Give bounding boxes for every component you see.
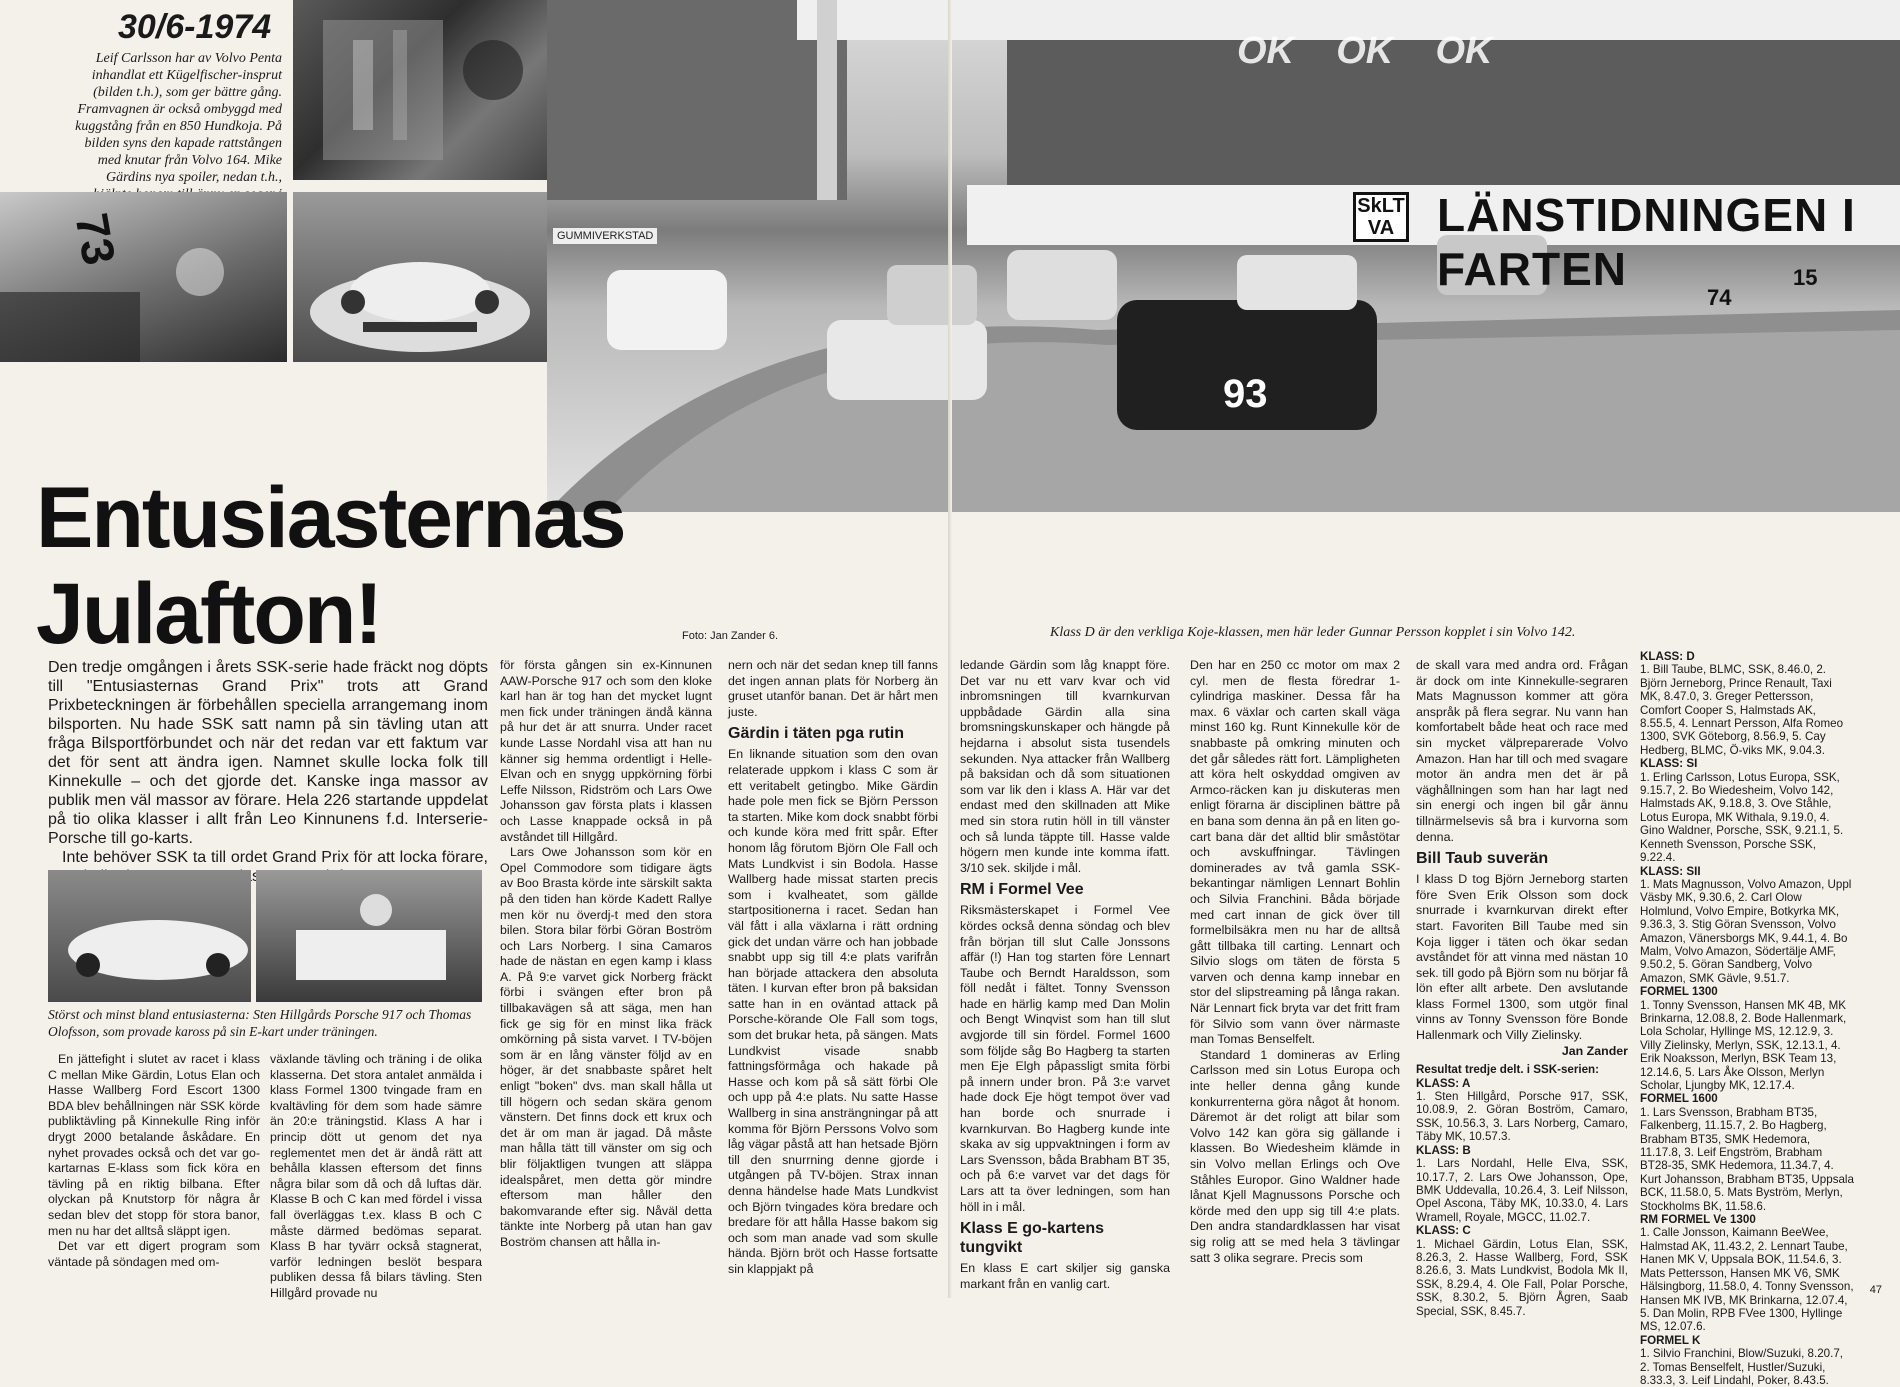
col2-paragraph-1: för första gången sin ex-Kinnunen AAW-Porsche 917 och som den kloke karl han är tog han det mycket lugnt men fick under träningen ändå känna på hur det är att snurra. Under racet kunde Lasse Nordahl visa att han nu känner sig hemma ordentligt i Helle-Elvan och en snygg uppkörning förbi Leffe Nilsson, Ridström och Lars Owe Johansson gav första plats i klassen och Lasse knappade också in på avståndet till Hillgård.: [500, 658, 712, 844]
results-heading: Resultat tredje delt. i SSK-serien:: [1416, 1063, 1599, 1077]
race-number-93: 93: [1223, 372, 1268, 416]
column-2-upper: [500, 658, 712, 1251]
engine-illustration: [293, 0, 547, 180]
results-entry: 1. Erling Carlsson, Lotus Europa, SSK, 9.15.7, 2. Bo Wiedesheim, Volvo 142, Halmstads AK, 9.18.8, 3. Ove Ståhle, Lotus Europa, MK Withala, 9.19.0, 4. Gino Waldner, Porsche, SSK, 9.21.1, 5. Kenneth Svensson, Porsche SSK, 9.22.4.: [1640, 770, 1844, 865]
results-class: KLASS: B: [1416, 1143, 1471, 1157]
results-entry: 1. Silvio Franchini, Blow/Suzuki, 8.20.7, 2. Tomas Benselfelt, Hustler/Suzuki, 8.33.3, 3. Leif Lindahl, Poker, 8.43.5.: [1640, 1347, 1843, 1387]
results-entry: 1. Mats Magnusson, Volvo Amazon, Uppl Väsby MK, 9.30.6, 2. Carl Olow Holmlund, Volvo Empire, Botkyrka MK, 9.36.3, 3. Stig Göran Svensson, Volvo Amazon, Vänersborgs MK, 9.44.1, 4. Bo Malm, Volvo Amazon, Södertälje AMF, 9.50.2, 5. Göran Sandberg, Volvo Amazon, SMK Gävle, 9.51.7.: [1640, 877, 1852, 985]
results-class: KLASS: D: [1640, 650, 1695, 663]
results-entry: 1. Tonny Svensson, Hansen MK 4B, MK Brinkarna, 12.08.8, 2. Bode Hallenmark, Lola Scholar, Hyllinge MS, 12.12.9, 3. Villy Zielinsky, Merlyn, SSK, 12.13.1, 4. Erik Noaksson, Merlyn, BSK Team 13, 12.14.6, 5. Lars Åke Olsson, Merlyn Scholar, Ljungby MK, 12.17.4.: [1640, 998, 1847, 1092]
col3-paragraph-1: En liknande situation som den ovan relaterade uppkom i klass C som är ett veritabelt getingbo. Mike Gärdin hade pole men fick se Björn Persson ta starten. Mike kom dock snabbt förbi och kunde köra med fritt spår. Efter honom låg förutom Björn Ole Fall och Mats Lundkvist i sin Bodola. Hasse Wallberg hade missat starten precis som i kvalheatet, som gällde startpositionerna i racet. Sedan han väl fått i alla växlarna i rätt ordning gick det undan värre och han jobbade snabbt upp sig till 4:e plats varifrån han började attackera den absoluta täten. I kurvan efter bron på baksidan satte han in en oväntad attack på Porsche-körande Ole Fall som togs, som det brukar heta, på sängen. Mats Lundkvist visade snabb fattningsförmåga och hakade på Hasse och kom på så sätt förbi Ole och upp på 4:e plats. Nu satte Hasse Wallberg in sina ansträngningar på att komma för Björn Perssons Volvo som låg vägar påstå att han hetsade Björn till den snurrning denne gjorde i utgången på TV-böjen. Strax innan denna händelse hade Mats Lundkvist och Björn tvingades köra bredare och bredare för att hålla Hasse bakom sig och som man anade vad som skulle hända. Björn bröt och Hasse fortsatte sin klappjakt på: [728, 747, 938, 1276]
top-photo-caption: Leif Carlsson har av Volvo Penta inhandlat ett Kügelfischer-insprut (bilden t.h.), som ger bättre gång. Framvagnen är också ombyggd med kuggstång från en 850 Hundkoja. På bilden syns den kapade rattstången med knutar från Volvo 164. Mike Gärdins nya spoiler, nedan t.h.,: [75, 51, 282, 185]
col2-paragraph-3: växlande tävling och träning i de olika klasserna. Det stora antalet anmälda i klass Formel 1300 tvingade fram en kvaltävling för dem som hade sämre än 20:e träningstid. Klass A har i princip dött ut genom det nya reglementet men det är ändå rätt att behålla klassen eftersom det finns några bilar som då och då luftas där. Klasse B och C kan med fördel i vissa fall överläggas t.ex. klass B och C måste därmed bedömas separat. Klass B har tyvärr också stagnerat, varför ledningen beslöt bespara publiken dessa få bilars tävling. Sten Hillgård provade nu: [270, 1052, 482, 1300]
overpass-sign: OK OK OK: [1237, 30, 1493, 72]
column-4: [960, 658, 1170, 1292]
results-entry: 1. Calle Jonsson, Kaimann BeeWee, Halmstad AK, 11.43.2, 2. Lennart Taube, Hanen MK V, Uppsala BOK, 11.54.6, 3. Mats Pettersson, Hansen MK V6, SMK Hälsingborg, 11.58.0, 4. Tonny Svensson, Hansen MK IVB, MK Brinkarna, 12.07.4, 5. Dan Molin, RPB FVee 1300, Hyllinge MS, 12.07.6.: [1640, 1226, 1854, 1334]
col2-paragraph-2: Lars Owe Johansson som kör en Opel Commodore som tidigare ägts av Boo Brasta körde inte särskilt sakta på den tiden han körde Kadett Rallye men kör nu överdj-t med den stora bilen. Stora bilar förbi Göran Boström och Lars Norberg. I sina Camaros hade de nästan en egen kamp i klass A. På 9:e varvet gick Norberg fräckt förbi i svängen efter bron på tillbakavägen så att säga, men han fick ge sig för en minst lika fräck omkörning på sista varvet. I TV-böjen som är en lång vänster följd av en höger, är det snabbaste spåret helt enligt "boken" dvs. man skall hålla ut till högern och sedan skära genom vänstern. Det finns dock ett krux och det är om man är jagad. Då måste man hålla tätt till vänster om sig och blir följaktligen tvungen att släppa idealspåret, men detta gör mindre eftersom man håller den bakomvarande efter sig. Nåväl detta tänkte inte Norberg på utan han gav Boström chansen att hålla in-: [500, 845, 712, 1249]
porsche-illustration: [48, 870, 251, 1002]
col4-paragraph-3: En klass E cart skiljer sig ganska markant från en vanlig cart.: [960, 1261, 1170, 1291]
gummi-sign: GUMMIVERKSTAD: [553, 228, 657, 244]
main-photo-caption: Klass D är den verkliga Koje-klassen, men här leder Gunnar Persson kopplet i sin Volvo 142.: [1050, 625, 1576, 640]
pit-illustration: [0, 192, 287, 362]
banner-sign: LÄNSTIDNINGEN I FARTEN: [1437, 189, 1856, 295]
col3-intro: nern och när det sedan knep till fanns det ingen annan plats för Norberg än gruset utanför banan. Det är hårt men juste.: [728, 658, 938, 719]
main-race-photo: [547, 0, 1900, 512]
results-entry: 1. Sten Hillgård, Porsche 917, SSK, 10.08.9, 2. Göran Boström, Camaro, SSK, 10.56.3, 3. Lars Norberg, Camaro, Täby MK, 10.57.3.: [1416, 1090, 1628, 1144]
pit-photo: [0, 192, 287, 362]
lotus-illustration: [293, 192, 547, 362]
date-heading: 30/6-1974: [118, 8, 272, 46]
column-5: [1190, 658, 1400, 1266]
results-class: KLASS: SII: [1640, 864, 1701, 878]
headline-line-2: Julafton!: [36, 566, 382, 662]
col1-paragraph-2: Det var ett digert program som väntade på söndagen med om-: [48, 1239, 260, 1269]
lead-paragraph-2: Inte behöver SSK ta till ordet Grand Prix för att locka förare,: [62, 849, 488, 866]
col6-subheading: Bill Taub suverän: [1416, 850, 1549, 868]
results-entry: 1. Bill Taube, BLMC, SSK, 8.46.0, 2. Björn Jerneborg, Prince Renault, Taxi MK, 8.47.0, 3. Greger Pettersson, Comfort Cooper S, Halmstads AK, 8.55.5, 4. Lennart Persson, Alfa Romeo 1300, SVK Göteborg, 8.56.9, 5. Cay Hedberg, BLMC, Ö-viks MK, 9.04.3.: [1640, 663, 1844, 757]
engine-photo: [293, 0, 547, 180]
col5-paragraph-1: Den har en 250 cc motor om max 2 cyl. men de flesta föredrar 1-cylindriga maskiner. Dessa får ha max. 6 växlar och carten skall väga minst 160 kg. Runt Kinnekulle kör de snabbaste på omkring minuten och det går således rätt fort. Lämpligheten att köra helt oskyddad omgiven av Armco-räcken kan ju diskuteras men enligt förarna är disciplinen bättre på en bana som denna än på en liten go-cart bana där det alltid blir småstötar och avskuffningar. Tävlingen dominerades av två gamla SSK-bekantingar nämligen Lennart Bohlin och Silvia Franchini. Båda började med cart innan de gick över till formelbilsäkra men nu har de alltså gått tillbaka till carting. Lennart och Silvio slogs om täten de första 5 varven och denna kamp innebar en stor del slipstreaming på långa rakan. När Lennart fick bryta var det fritt fram för Silvio som vann över närmaste man Tomas Benselfelt.: [1190, 658, 1400, 1047]
lead-paragraph-1: Den tredje omgången i årets SSK-serie hade fräckt nog döpts till "Entusiasternas Grand Prix" trots att Grand Prixbeteckningen är förbehållen speciella arrangemang inom bilsporten. Nu hade SSK satt namn på sin tävling utan att fråga Bilsportförbundet och när det redan var ett faktum var det för sent att ändra igen. Namnet skulle locka folk till Kinnekulle – och det gjorde det. Kanske inga massor av publik men väl massor av förare. Hela 226 startande uppdelat på tio olika klasser i allt från Leo Kinnunens f.d. Interserie-Porsche till go-karts.: [48, 659, 488, 847]
col3-subheading: Gärdin i täten pga rutin: [728, 725, 905, 743]
results-class: RM FORMEL Ve 1300: [1640, 1213, 1756, 1227]
results-entry: 1. Lars Nordahl, Helle Elva, SSK, 10.17.7, 2. Lars Owe Johansson, Ope, BMK Uddevalla, 10.26.4, 3. Leif Nilsson, Opel Ascona, Täby MK, 10.33.0, 4. Lars Wramell, Royale, MGCC, 11.02.7.: [1416, 1157, 1628, 1224]
race-number-74: 74: [1707, 285, 1732, 310]
results-class: KLASS: C: [1416, 1224, 1471, 1238]
results-class: FORMEL 1300: [1640, 985, 1718, 999]
col6-paragraph-1: de skall vara med andra ord. Frågan är dock om inte Kinnekulle-segraren Mats Magnusson kommer att göra anspråk på flera segrar. Nu vann han komfortabelt både heat och race med sin mycket välpreparerade Volvo Amazon. Han har till och med svagare motor än andra men det är på väghållningen som han har lagt ned sin energi och ingen bil går ännu tillnärmelsevis så bra i kurvorna som denna.: [1416, 658, 1628, 844]
lead-text: [48, 658, 488, 886]
results-class: FORMEL K: [1640, 1333, 1701, 1347]
porsche-917-photo: [48, 870, 251, 1002]
headline-line-1: Entusiasternas: [36, 470, 625, 566]
col1-paragraph-1: En jättefight i slutet av racet i klass C mellan Mike Gärdin, Lotus Elan och Hasse Wallberg Ford Escort 1300 BDA blev behållningen när SSK körde publiktävling på Kinnekulle Ring inför drygt 2000 betalande åskådare. En nyhet provades också och det var go-kartarnas E-klass som fick köra en tävling på en riktig bilbana. Efter olyckan på Knutstorp för några år sedan blev det stopp för stora banor, men nu har det alltså släppt igen.: [48, 1052, 260, 1238]
sklt-badge: SkLT VA: [1353, 192, 1409, 242]
col4-paragraph-2: Riksmästerskapet i Formel Vee kördes också denna söndag och blev från början till slut Calle Jonssons affär (!) Han tog starten före Lennart Taube och Berndt Haraldsson, som föll nedåt i fältet. Tonny Svensson hade en härlig kamp med Dan Molin och Bengt Winqvist som han till slut avgjorde till sin fördel. Formel 1600 som följde såg Bo Hagberg ta starten men Eje Elgh påpassligt smita förbi på innern under bron. På 3:e varvet hade dock Eje högt tempot över vad han borde och snurrade i kvarnkurvan. Bo Hagberg kunde inte skaka av sig uppvaktningen i form av Lars Svensson, båda Brabham BT 35, och på 6:e varvet var det dags för Lars att ta över ledningen, som han höll in i mål.: [960, 903, 1170, 1214]
results-entry: 1. Michael Gärdin, Lotus Elan, SSK, 8.26.3, 2. Hasse Wallberg, Ford, SSK 8.26.6, 3. Mats Lundkvist, Bodola Mk II, SSK, 8.29.4, 4. Ole Fall, Polar Porsche, SSK, 8.30.2, 5. Björn Ågren, Saab Special, SSK, 8.45.7.: [1416, 1237, 1628, 1318]
kart-illustration: [256, 870, 482, 1002]
author-signature: Jan Zander: [1561, 1043, 1628, 1058]
results-class: KLASS: SI: [1640, 757, 1698, 771]
page-number: 47: [1869, 1284, 1882, 1296]
results-left: [1416, 1063, 1628, 1318]
col6-paragraph-2: I klass D tog Björn Jerneborg starten före Sven Erik Olsson som dock snurrade i kvarnkurvan direkt efter start. Favoriten Bill Taube med sin Koja ligger i täten och ökar sedan avståndet för att vinna med nästan 10 sek. till godo på Björn som nu börjar få lön efter allt arbete. Den avslutande klass Formel 1300, som utgör final vinns av Tonny Svensson före Bonde Hallenmark och Villy Zielinsky.: [1416, 872, 1628, 1043]
race-number-15: 15: [1793, 265, 1818, 290]
col4-subheading-2: Klass E go-kartens tungvikt: [960, 1220, 1105, 1257]
results-right: [1640, 650, 1854, 1387]
small-photo-caption: Störst och minst bland entusiasterna: Sten Hillgårds Porsche 917 och Thomas Olofsson, som provade kaross på sin E-kart under träningen.: [48, 1007, 472, 1039]
race-number-73: 73: [65, 209, 126, 269]
results-class: KLASS: A: [1416, 1076, 1471, 1090]
results-entry: 1. Lars Svensson, Brabham BT35, Falkenberg, 11.15.7, 2. Bo Hagberg, Brabham BT35, SMK Hedemora, 11.17.8, 3. Leif Engström, Brabham BT28-35, SMK Hedemora, 11.34.7, 4. Kurt Johansson, Brabham BT35, Uppsala BCK, 11.58.0, 5. Mats Byström, Merlyn, Stockholms BK, 11.58.6.: [1640, 1105, 1854, 1213]
col4-subheading-1: RM i Formel Vee: [960, 881, 1084, 899]
kart-photo: [256, 870, 482, 1002]
lotus-front-photo: [293, 192, 547, 362]
headline: [36, 470, 625, 662]
column-3: [728, 658, 938, 1278]
photo-credit: Foto: Jan Zander 6.: [682, 630, 778, 642]
col4-paragraph-1: ledande Gärdin som låg knappt före. Det var nu ett varv kvar och vid inbromsningen till kvarnkurvan uppbådade Gärdin alla sina bromsningskunskaper och hängde på hejdarna i absolut sista tusendels sekunden. Nya attacker från Wallberg på baksidan och då som situationen som var lik den i klass A. Här var det endast med den skillnaden att Mike med sin stora rutin höll in till vänster och så lunda täppte till. Hasse valde högern men kunde inte komma ifatt. 3/10 sek. skiljde i mål.: [960, 658, 1170, 875]
page-gutter: [948, 0, 952, 1298]
col5-paragraph-2: Standard 1 domineras av Erling Carlsson med sin Lotus Europa och inte heller denna gång kunde konkurrenterna göra något åt honom. Däremot är det roligt att bilar som Volvo 142 kan göra sig gällande i klassen. Bo Wiedesheim klämde in sin Volvo mellan Erlings och Ove Ståhles Europor. Gino Waldner hade lånat Kjell Magnussons Porsche och körde med den upp sig till 4:e plats. Den andra standardklassen har visat sig rolig att se med hela 3 tävlingar satt 3 olika segrare. Precis som: [1190, 1047, 1400, 1265]
column-6: [1416, 658, 1628, 1318]
column-2-lower: [270, 1052, 482, 1302]
results-class: FORMEL 1600: [1640, 1092, 1718, 1106]
column-1: [48, 1052, 260, 1270]
